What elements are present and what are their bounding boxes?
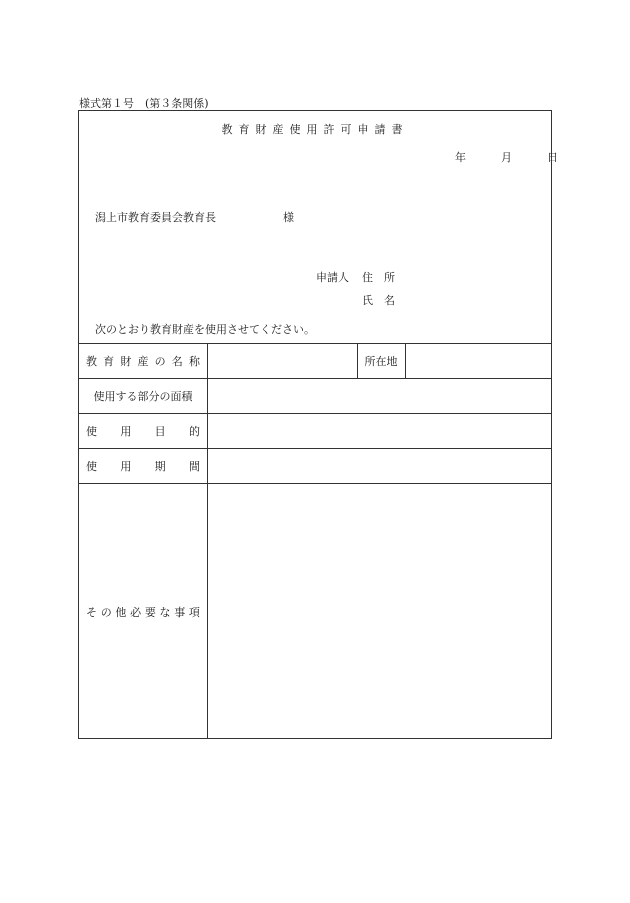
application-form [78,110,558,739]
area-label: 使用する部分の面積 [93,390,193,403]
date-year-label: 年 [455,151,466,164]
period-label: 使 用 期 間 [86,460,200,473]
location-label-right-divider [405,343,406,378]
form-title: 教育財産使用許可申請書 [221,123,409,136]
request-text: 次のとおり教育財産を使用させてください。 [95,323,315,336]
addressee: 潟上市教育委員会教育長 [95,211,216,224]
property-name-chars: 教 育 財 産 の 名 称 [86,355,200,368]
location-label: 所在地 [364,355,398,368]
address-label: 住 所 [362,271,395,284]
date-line [455,149,558,165]
purpose-label: 使 用 目 的 [86,425,200,438]
name-label: 氏 名 [362,294,395,307]
date-day-label: 日 [547,151,558,164]
other-matters-label: そ の 他 必 要 な 事 項 [86,605,200,619]
honorific: 様 [283,211,294,224]
applicant-label: 申請人 [316,271,349,284]
date-month-label: 月 [501,151,512,164]
property-name-label [79,344,207,378]
label-column-divider [207,343,208,739]
form-number: 様式第１号 (第３条関係) [79,97,209,110]
